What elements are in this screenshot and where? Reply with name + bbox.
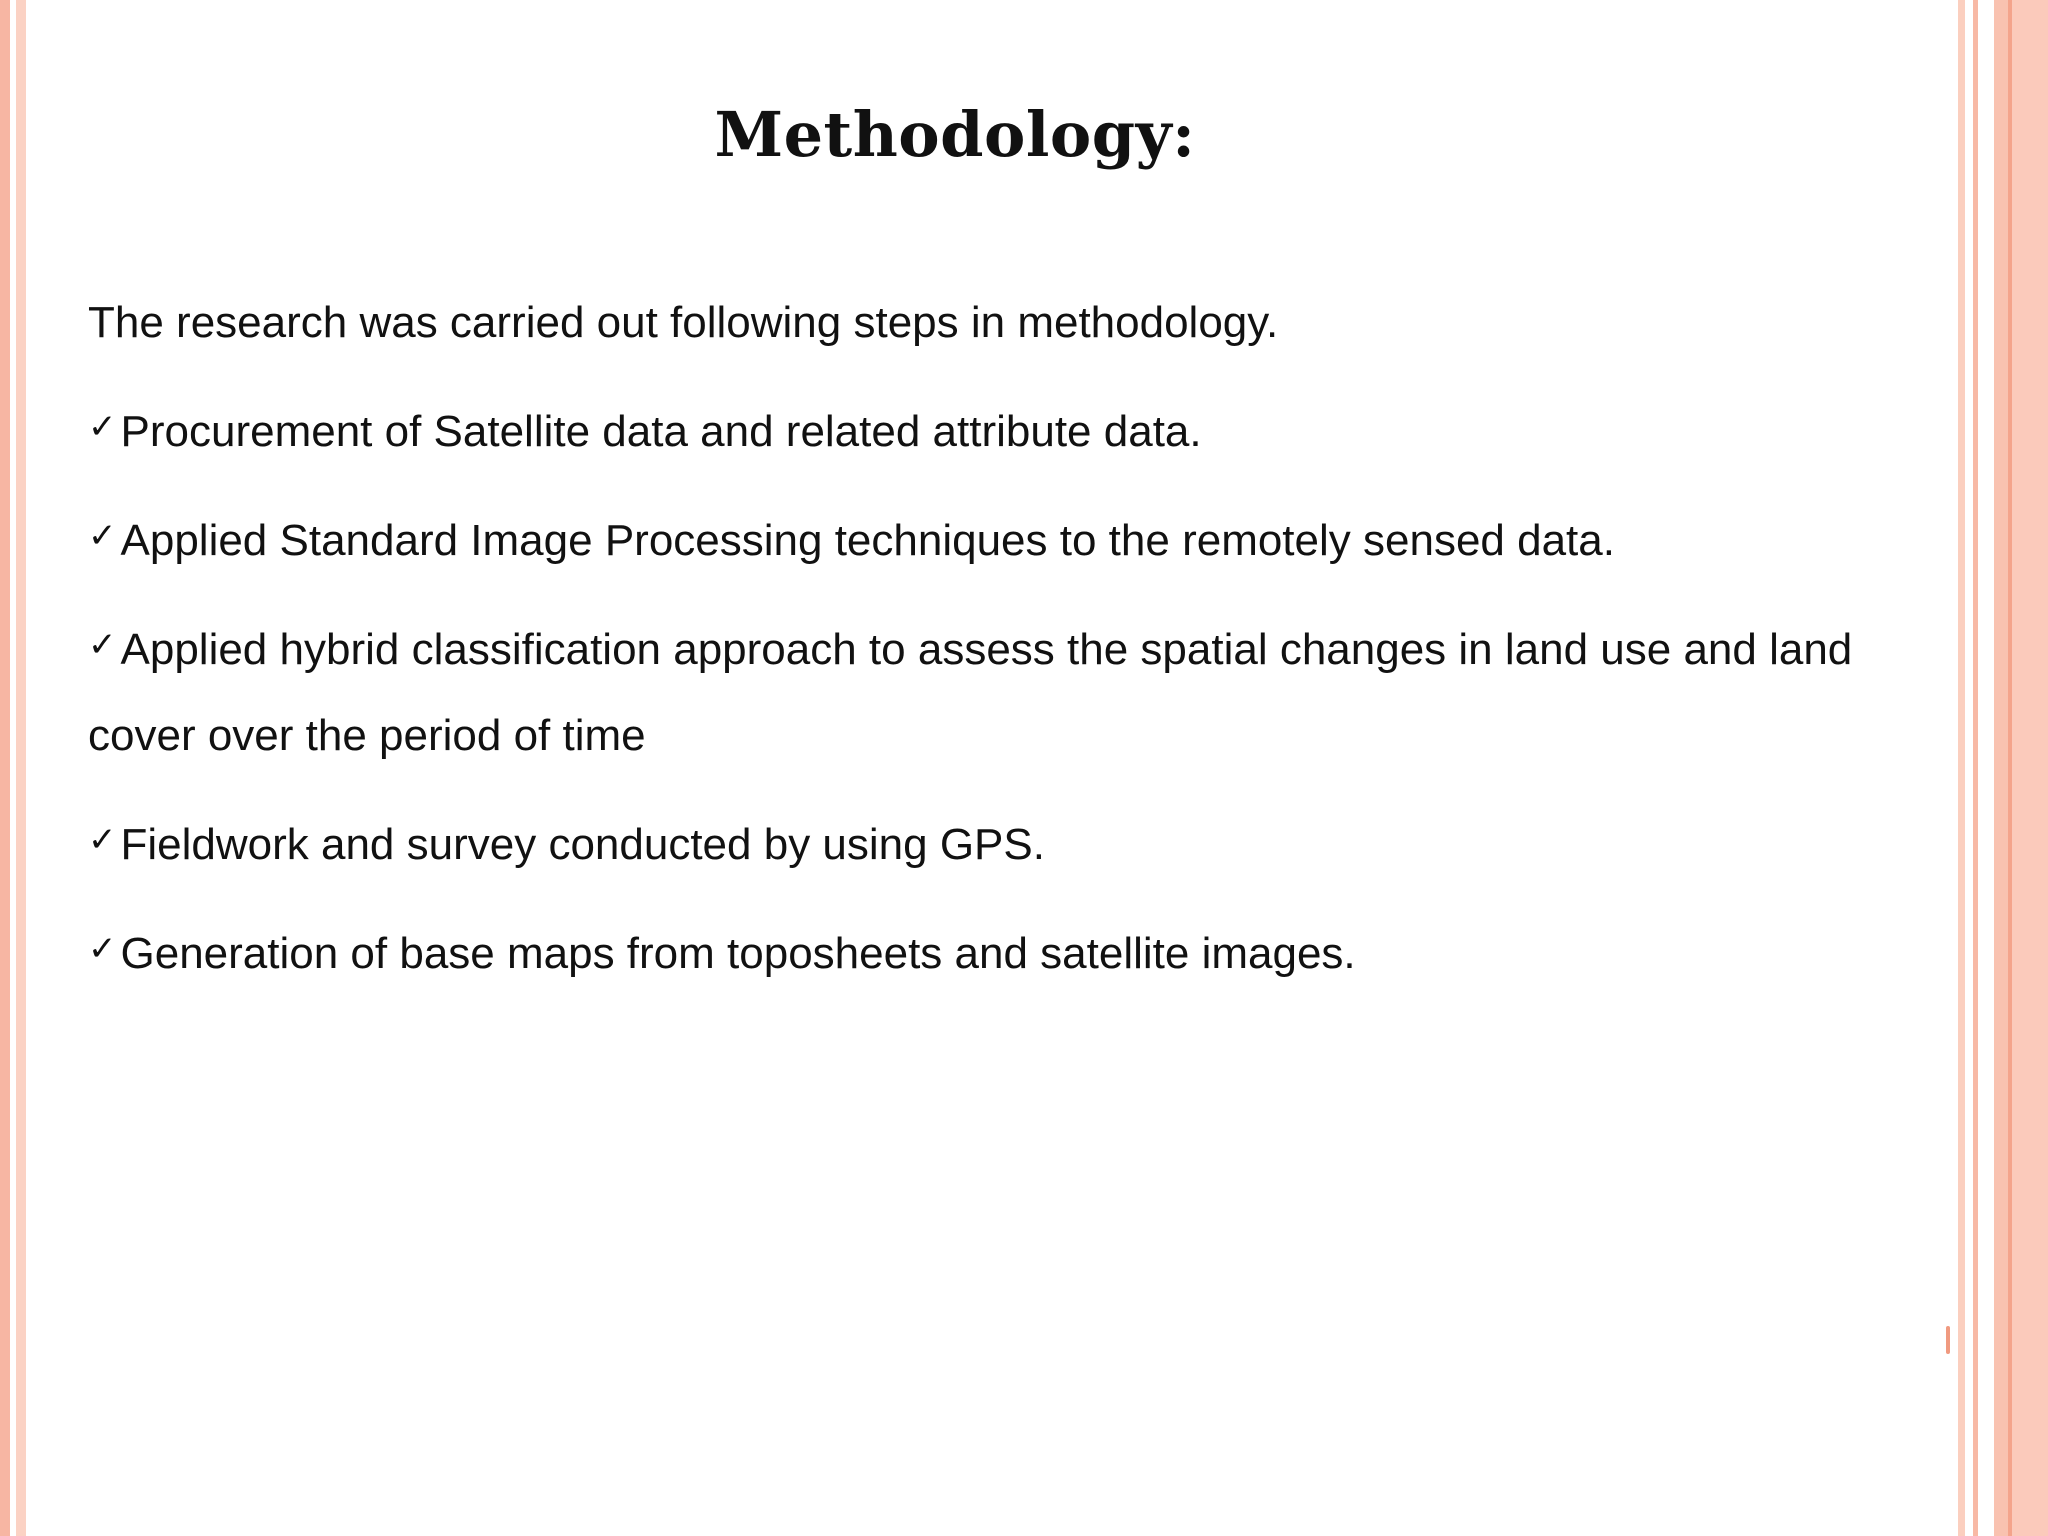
checkmark-icon: ✓	[88, 820, 117, 860]
methodology-steps-list	[88, 384, 1908, 997]
step-text: Procurement of Satellite data and related attribute data.	[120, 407, 1202, 456]
step-item	[88, 797, 1908, 888]
right-border-gap-wide	[1978, 0, 1994, 1536]
right-border-stripe-inner	[1958, 0, 1965, 1536]
left-border-stripe	[0, 0, 10, 1536]
step-item	[88, 493, 1908, 584]
step-text: Applied hybrid classification approach to assess the spatial changes in land use and land cover over the period of time	[88, 625, 1853, 760]
step-text: Fieldwork and survey conducted by using GPS.	[120, 820, 1045, 869]
step-text: Applied Standard Image Processing techniques to the remotely sensed data.	[120, 516, 1615, 565]
right-border-gap	[1965, 0, 1973, 1536]
checkmark-icon: ✓	[88, 516, 117, 556]
checkmark-icon: ✓	[88, 407, 117, 447]
slide-title: Methodology:	[714, 98, 1196, 171]
edge-mark-decoration	[1946, 1326, 1950, 1354]
right-border-stripe	[1994, 0, 2008, 1536]
checkmark-icon: ✓	[88, 625, 117, 665]
right-border-stripe-outer	[2012, 0, 2048, 1536]
step-item	[88, 906, 1908, 997]
slide-body	[88, 280, 1908, 1015]
step-item	[88, 602, 1908, 779]
checkmark-icon: ✓	[88, 929, 117, 969]
left-border-stripe-inner	[16, 0, 26, 1536]
step-text: Generation of base maps from toposheets and satellite images.	[120, 929, 1356, 978]
step-item	[88, 384, 1908, 475]
intro-text: The research was carried out following steps in methodology.	[88, 298, 1279, 347]
